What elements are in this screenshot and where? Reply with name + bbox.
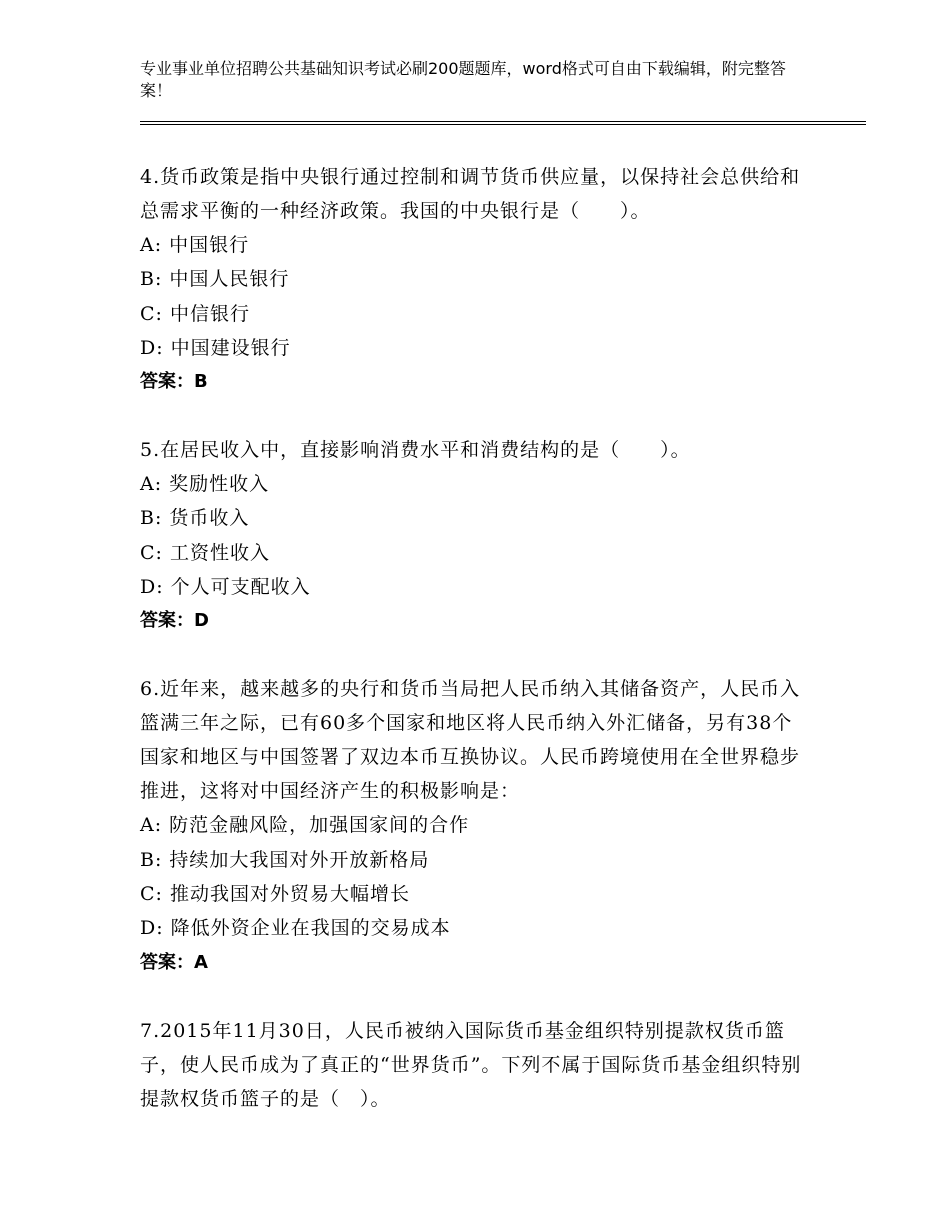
answer: 答案：D	[140, 610, 209, 632]
option-a: A: 奖励性收入	[140, 473, 270, 496]
option-a: A: 中国银行	[140, 234, 250, 256]
answer: 答案：B	[140, 371, 208, 393]
option-c: C: 工资性收入	[140, 541, 270, 564]
option-b: B: 中国人民银行	[140, 268, 290, 291]
option-c: C: 推动我国对外贸易大幅增长	[140, 882, 410, 905]
header-divider	[140, 121, 866, 125]
question-stem: 5.在居民收入中，直接影响消费水平和消费结构的是（ ）。	[140, 439, 691, 462]
question-6	[140, 672, 810, 979]
option-d: D: 中国建设银行	[140, 336, 291, 359]
question-stem: 7.2015年11月30日，人民币被纳入国际货币基金组织特别提款权货币篮子，使人民币成为了真正的“世界货币”。下列不属于国际货币基金组织特别提款权货币篮子的是（ ）。	[140, 1019, 802, 1110]
question-4	[140, 160, 810, 399]
question-7	[140, 1014, 810, 1116]
option-d: D: 降低外资企业在我国的交易成本	[140, 917, 451, 940]
answer: 答案：A	[140, 951, 208, 973]
option-a: A: 防范金融风险，加强国家间的合作	[140, 814, 470, 837]
question-5	[140, 433, 810, 638]
option-b: B: 货币收入	[140, 507, 250, 530]
option-c: C: 中信银行	[140, 302, 250, 325]
question-stem: 6.近年来，越来越多的央行和货币当局把人民币纳入其储备资产，人民币入篮满三年之际，已有60多个国家和地区将人民币纳入外汇储备，另有38个国家和地区与中国签署了双边本币互换协议。人民币跨境使用在全世界稳步推进，这将对中国经济产生的积极影响是：	[140, 678, 801, 803]
question-list	[140, 160, 810, 1150]
page-header	[140, 58, 800, 102]
option-d: D: 个人可支配收入	[140, 576, 311, 599]
option-b: B: 持续加大我国对外开放新格局	[140, 848, 430, 871]
header-text: 专业事业单位招聘公共基础知识考试必刷200题题库，word格式可自由下载编辑，附完整答案！	[140, 59, 786, 100]
question-stem: 4.货币政策是指中央银行通过控制和调节货币供应量，以保持社会总供给和总需求平衡的一种经济政策。我国的中央银行是（ ）。	[140, 166, 801, 222]
